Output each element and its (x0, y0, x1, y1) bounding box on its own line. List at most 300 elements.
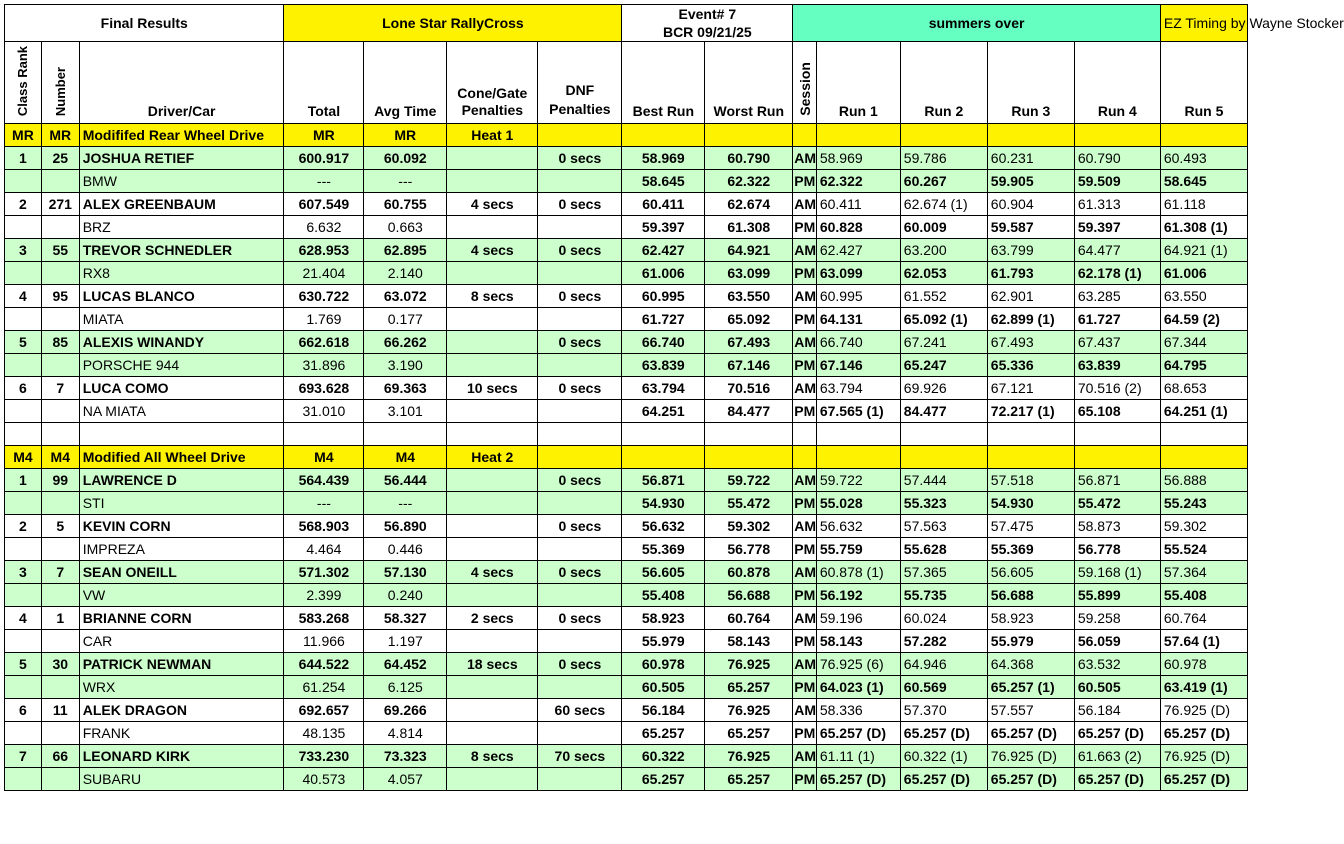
run-time-5: 67.344 (1160, 331, 1247, 354)
avg-time: 66.262 (364, 331, 447, 354)
empty-cell (5, 722, 42, 745)
cone-gate-penalties (447, 147, 538, 170)
empty-cell (538, 308, 622, 331)
car-row (5, 538, 1248, 561)
total-time: 692.657 (284, 699, 364, 722)
car-model: RX8 (79, 262, 284, 285)
run-time-2: 69.926 (900, 377, 987, 400)
empty-cell (41, 170, 79, 193)
class-rank: 3 (5, 561, 42, 584)
session-pm: PM (793, 216, 817, 239)
run-time-2: 55.323 (900, 492, 987, 515)
empty-cell (447, 492, 538, 515)
empty-cell (41, 354, 79, 377)
car-row (5, 216, 1248, 239)
total-time: 607.549 (284, 193, 364, 216)
empty-cell (41, 768, 79, 791)
total-gap: 40.573 (284, 768, 364, 791)
run-time-5: 61.308 (1) (1160, 216, 1247, 239)
run-time-5: 61.118 (1160, 193, 1247, 216)
car-model: BMW (79, 170, 284, 193)
empty-cell (538, 630, 622, 653)
cone-gate-label: Cone/Gate (457, 85, 528, 102)
run-time-2: 57.282 (900, 630, 987, 653)
class-code: MR (41, 124, 79, 147)
class-rank: 1 (5, 147, 42, 170)
empty-cell (447, 538, 538, 561)
spacer-cell (41, 423, 79, 446)
best-run: 54.930 (622, 492, 705, 515)
worst-run: 65.257 (705, 676, 793, 699)
class-rank: 6 (5, 377, 42, 400)
cone-gate-penalties: 4 secs (447, 193, 538, 216)
event-number: Event# 7 (678, 6, 737, 22)
run-time-1: 67.146 (816, 354, 900, 377)
best-run: 63.794 (622, 377, 705, 400)
car-model: CAR (79, 630, 284, 653)
run-time-3: 65.336 (987, 354, 1074, 377)
spacer-cell (900, 423, 987, 446)
run-time-4: 67.437 (1074, 331, 1160, 354)
tagline-banner: summers over (793, 5, 1161, 42)
session-am: AM (793, 561, 817, 584)
class-rank: 7 (5, 745, 42, 768)
best-run: 55.369 (622, 538, 705, 561)
run-time-3: 58.923 (987, 607, 1074, 630)
car-number: 25 (41, 147, 79, 170)
run-time-2: 61.552 (900, 285, 987, 308)
run-time-1: 58.336 (816, 699, 900, 722)
run-time-2: 64.946 (900, 653, 987, 676)
worst-run: 61.308 (705, 216, 793, 239)
run-time-4: 61.727 (1074, 308, 1160, 331)
run-time-1: 65.257 (D) (816, 722, 900, 745)
best-run: 61.006 (622, 262, 705, 285)
best-run: 60.505 (622, 676, 705, 699)
avg-gap: 4.057 (364, 768, 447, 791)
run-time-2: 65.247 (900, 354, 987, 377)
car-row (5, 262, 1248, 285)
run-time-5: 64.921 (1) (1160, 239, 1247, 262)
car-number: 5 (41, 515, 79, 538)
empty-cell (447, 722, 538, 745)
empty-cell (900, 446, 987, 469)
spacer-cell (447, 423, 538, 446)
driver-row (5, 745, 1248, 768)
spacer-row (5, 423, 1248, 446)
run-time-4: 61.663 (2) (1074, 745, 1160, 768)
total-time: 628.953 (284, 239, 364, 262)
total-time: 630.722 (284, 285, 364, 308)
worst-run: 58.143 (705, 630, 793, 653)
class-name: Modififed Rear Wheel Drive (79, 124, 284, 147)
driver-row (5, 239, 1248, 262)
empty-cell (41, 722, 79, 745)
cone-gate-penalties: 4 secs (447, 239, 538, 262)
run-time-4: 65.257 (D) (1074, 722, 1160, 745)
worst-run: 65.257 (705, 768, 793, 791)
session-pm: PM (793, 262, 817, 285)
car-number: 11 (41, 699, 79, 722)
class-section-header (5, 124, 1248, 147)
col-worst-run: Worst Run (705, 42, 793, 124)
worst-run: 65.257 (705, 722, 793, 745)
empty-cell (41, 584, 79, 607)
total-time: 571.302 (284, 561, 364, 584)
cone-gate-penalties: 8 secs (447, 745, 538, 768)
best-run: 55.979 (622, 630, 705, 653)
class-rank-label: Class Rank (15, 46, 31, 117)
empty-cell (987, 124, 1074, 147)
best-run: 58.923 (622, 607, 705, 630)
run-time-4: 58.873 (1074, 515, 1160, 538)
dnf-penalties: 0 secs (538, 239, 622, 262)
worst-run: 84.477 (705, 400, 793, 423)
avg-gap: 3.190 (364, 354, 447, 377)
car-number: 99 (41, 469, 79, 492)
avg-time: 56.444 (364, 469, 447, 492)
driver-row (5, 607, 1248, 630)
car-model: SUBARU (79, 768, 284, 791)
car-row (5, 400, 1248, 423)
total-gap: 2.399 (284, 584, 364, 607)
run-time-5: 64.251 (1) (1160, 400, 1247, 423)
avg-time: 58.327 (364, 607, 447, 630)
empty-cell (538, 354, 622, 377)
run-time-2: 84.477 (900, 400, 987, 423)
worst-run: 67.146 (705, 354, 793, 377)
cone-gate-penalties: 4 secs (447, 561, 538, 584)
run-time-1: 66.740 (816, 331, 900, 354)
best-run: 60.978 (622, 653, 705, 676)
driver-name: BRIANNE CORN (79, 607, 284, 630)
run-time-2: 57.563 (900, 515, 987, 538)
dnf-penalties: 0 secs (538, 515, 622, 538)
driver-row (5, 699, 1248, 722)
driver-name: ALEX GREENBAUM (79, 193, 284, 216)
dnf-penalties: 0 secs (538, 469, 622, 492)
driver-row (5, 285, 1248, 308)
class-rank: 5 (5, 331, 42, 354)
run-time-3: 59.587 (987, 216, 1074, 239)
empty-cell (447, 630, 538, 653)
session-am: AM (793, 469, 817, 492)
car-model: NA MIATA (79, 400, 284, 423)
driver-name: LUCA COMO (79, 377, 284, 400)
best-run: 60.411 (622, 193, 705, 216)
results-sheet (4, 4, 1344, 791)
empty-cell (538, 584, 622, 607)
worst-run: 59.302 (705, 515, 793, 538)
run-time-1: 60.828 (816, 216, 900, 239)
col-run-5: Run 5 (1160, 42, 1247, 124)
spacer-cell (793, 423, 817, 446)
run-time-2: 62.053 (900, 262, 987, 285)
empty-cell (5, 492, 42, 515)
session-pm: PM (793, 722, 817, 745)
worst-run: 65.092 (705, 308, 793, 331)
car-model: STI (79, 492, 284, 515)
car-row (5, 354, 1248, 377)
run-time-5: 76.925 (D) (1160, 699, 1247, 722)
run-time-2: 60.267 (900, 170, 987, 193)
class-rank: 1 (5, 469, 42, 492)
run-time-3: 57.518 (987, 469, 1074, 492)
worst-run: 76.925 (705, 653, 793, 676)
avg-gap: 2.140 (364, 262, 447, 285)
empty-cell (5, 262, 42, 285)
run-time-3: 55.369 (987, 538, 1074, 561)
empty-cell (705, 446, 793, 469)
run-time-5: 63.419 (1) (1160, 676, 1247, 699)
avg-time: 57.130 (364, 561, 447, 584)
event-info (622, 5, 793, 42)
driver-name: ALEXIS WINANDY (79, 331, 284, 354)
col-run-3: Run 3 (987, 42, 1074, 124)
run-time-1: 64.023 (1) (816, 676, 900, 699)
final-results-title: Final Results (5, 5, 284, 42)
run-time-5: 58.645 (1160, 170, 1247, 193)
avg-time: 63.072 (364, 285, 447, 308)
run-time-3: 57.557 (987, 699, 1074, 722)
best-run: 56.871 (622, 469, 705, 492)
total-gap: 21.404 (284, 262, 364, 285)
empty-cell (41, 676, 79, 699)
run-time-3: 62.899 (1) (987, 308, 1074, 331)
total-gap: --- (284, 492, 364, 515)
session-label: Session (796, 62, 813, 117)
session-am: AM (793, 239, 817, 262)
empty-cell (538, 170, 622, 193)
car-number: 1 (41, 607, 79, 630)
run-time-3: 62.901 (987, 285, 1074, 308)
total-time: 564.439 (284, 469, 364, 492)
session-am: AM (793, 147, 817, 170)
car-model: VW (79, 584, 284, 607)
worst-run: 63.099 (705, 262, 793, 285)
dnf-penalties: 0 secs (538, 607, 622, 630)
total-time: 600.917 (284, 147, 364, 170)
car-number: 95 (41, 285, 79, 308)
run-time-1: 65.257 (D) (816, 768, 900, 791)
run-time-4: 65.108 (1074, 400, 1160, 423)
empty-cell (41, 630, 79, 653)
driver-row (5, 561, 1248, 584)
cone-gate-penalties: 18 secs (447, 653, 538, 676)
avg-time: 69.363 (364, 377, 447, 400)
worst-run: 70.516 (705, 377, 793, 400)
session-am: AM (793, 699, 817, 722)
empty-cell (538, 768, 622, 791)
empty-cell (538, 446, 622, 469)
driver-name: LEONARD KIRK (79, 745, 284, 768)
car-row (5, 676, 1248, 699)
run-time-1: 60.995 (816, 285, 900, 308)
avg-gap: 0.240 (364, 584, 447, 607)
car-model: WRX (79, 676, 284, 699)
car-number: 55 (41, 239, 79, 262)
run-time-5: 60.978 (1160, 653, 1247, 676)
dnf-penalties: 0 secs (538, 331, 622, 354)
best-run: 64.251 (622, 400, 705, 423)
best-run: 60.322 (622, 745, 705, 768)
worst-run: 63.550 (705, 285, 793, 308)
session-pm: PM (793, 630, 817, 653)
empty-cell (538, 400, 622, 423)
best-run: 56.632 (622, 515, 705, 538)
class-name: Modified All Wheel Drive (79, 446, 284, 469)
total-gap: --- (284, 170, 364, 193)
cone-gate-penalties (447, 515, 538, 538)
run-time-5: 64.59 (2) (1160, 308, 1247, 331)
run-time-5: 55.524 (1160, 538, 1247, 561)
session-pm: PM (793, 400, 817, 423)
run-time-3: 65.257 (D) (987, 768, 1074, 791)
session-pm: PM (793, 538, 817, 561)
run-time-1: 62.322 (816, 170, 900, 193)
col-avg-time: Avg Time (364, 42, 447, 124)
run-time-2: 57.370 (900, 699, 987, 722)
empty-cell (447, 216, 538, 239)
car-row (5, 630, 1248, 653)
spacer-cell (816, 423, 900, 446)
run-time-2: 55.628 (900, 538, 987, 561)
empty-cell (816, 124, 900, 147)
cone-gate-penalties: 2 secs (447, 607, 538, 630)
cone-gate-penalties-label: Penalties (461, 102, 524, 119)
run-time-4: 56.184 (1074, 699, 1160, 722)
empty-cell (5, 354, 42, 377)
empty-cell (538, 216, 622, 239)
total-gap: 31.896 (284, 354, 364, 377)
class-code: MR (364, 124, 447, 147)
col-best-run: Best Run (622, 42, 705, 124)
run-time-1: 56.632 (816, 515, 900, 538)
run-time-3: 76.925 (D) (987, 745, 1074, 768)
run-time-1: 55.028 (816, 492, 900, 515)
total-time: 662.618 (284, 331, 364, 354)
class-code: M4 (5, 446, 42, 469)
empty-cell (5, 676, 42, 699)
empty-cell (447, 170, 538, 193)
dnf-penalties: 0 secs (538, 561, 622, 584)
driver-row (5, 331, 1248, 354)
avg-time: 60.755 (364, 193, 447, 216)
best-run: 65.257 (622, 722, 705, 745)
best-run: 60.995 (622, 285, 705, 308)
car-row (5, 584, 1248, 607)
run-time-5: 76.925 (D) (1160, 745, 1247, 768)
run-time-5: 56.888 (1160, 469, 1247, 492)
spacer-cell (1074, 423, 1160, 446)
driver-name: LUCAS BLANCO (79, 285, 284, 308)
run-time-2: 57.365 (900, 561, 987, 584)
cone-gate-penalties: 8 secs (447, 285, 538, 308)
empty-cell (900, 124, 987, 147)
empty-cell (5, 400, 42, 423)
car-number: 271 (41, 193, 79, 216)
empty-cell (538, 676, 622, 699)
col-number (41, 42, 79, 124)
series-title: Lone Star RallyCross (284, 5, 622, 42)
worst-run: 55.472 (705, 492, 793, 515)
col-session (793, 42, 817, 124)
avg-gap: 6.125 (364, 676, 447, 699)
empty-cell (447, 584, 538, 607)
session-pm: PM (793, 308, 817, 331)
driver-name: JOSHUA RETIEF (79, 147, 284, 170)
car-row (5, 308, 1248, 331)
empty-cell (5, 216, 42, 239)
empty-cell (41, 308, 79, 331)
col-run-1: Run 1 (816, 42, 900, 124)
driver-name: TREVOR SCHNEDLER (79, 239, 284, 262)
timing-credit: EZ Timing by Wayne Stocker (1160, 5, 1247, 42)
run-time-4: 63.839 (1074, 354, 1160, 377)
total-gap: 31.010 (284, 400, 364, 423)
run-time-2: 60.024 (900, 607, 987, 630)
best-run: 58.969 (622, 147, 705, 170)
run-time-2: 63.200 (900, 239, 987, 262)
empty-cell (622, 446, 705, 469)
car-model: FRANK (79, 722, 284, 745)
empty-cell (816, 446, 900, 469)
run-time-3: 54.930 (987, 492, 1074, 515)
run-time-2: 60.569 (900, 676, 987, 699)
empty-cell (5, 170, 42, 193)
driver-row (5, 377, 1248, 400)
empty-cell (41, 262, 79, 285)
avg-gap: 0.177 (364, 308, 447, 331)
run-time-3: 57.475 (987, 515, 1074, 538)
run-time-4: 64.477 (1074, 239, 1160, 262)
total-time: 644.522 (284, 653, 364, 676)
run-time-1: 76.925 (6) (816, 653, 900, 676)
car-number: 85 (41, 331, 79, 354)
session-am: AM (793, 745, 817, 768)
run-time-4: 63.285 (1074, 285, 1160, 308)
run-time-2: 67.241 (900, 331, 987, 354)
driver-name: PATRICK NEWMAN (79, 653, 284, 676)
worst-run: 60.790 (705, 147, 793, 170)
run-time-4: 70.516 (2) (1074, 377, 1160, 400)
run-time-2: 65.257 (D) (900, 768, 987, 791)
run-time-4: 60.790 (1074, 147, 1160, 170)
run-time-4: 63.532 (1074, 653, 1160, 676)
run-time-2: 57.444 (900, 469, 987, 492)
spacer-cell (538, 423, 622, 446)
worst-run: 62.322 (705, 170, 793, 193)
run-time-4: 59.168 (1) (1074, 561, 1160, 584)
empty-cell (447, 308, 538, 331)
run-time-3: 67.493 (987, 331, 1074, 354)
spacer-cell (79, 423, 284, 446)
empty-cell (705, 124, 793, 147)
dnf-penalties: 0 secs (538, 147, 622, 170)
dnf-penalties: 60 secs (538, 699, 622, 722)
class-rank: 4 (5, 607, 42, 630)
worst-run: 60.878 (705, 561, 793, 584)
avg-gap: 0.446 (364, 538, 447, 561)
dnf-penalties: 0 secs (538, 285, 622, 308)
session-am: AM (793, 607, 817, 630)
empty-cell (447, 400, 538, 423)
session-pm: PM (793, 170, 817, 193)
empty-cell (538, 538, 622, 561)
empty-cell (538, 722, 622, 745)
run-time-4: 55.899 (1074, 584, 1160, 607)
empty-cell (447, 768, 538, 791)
